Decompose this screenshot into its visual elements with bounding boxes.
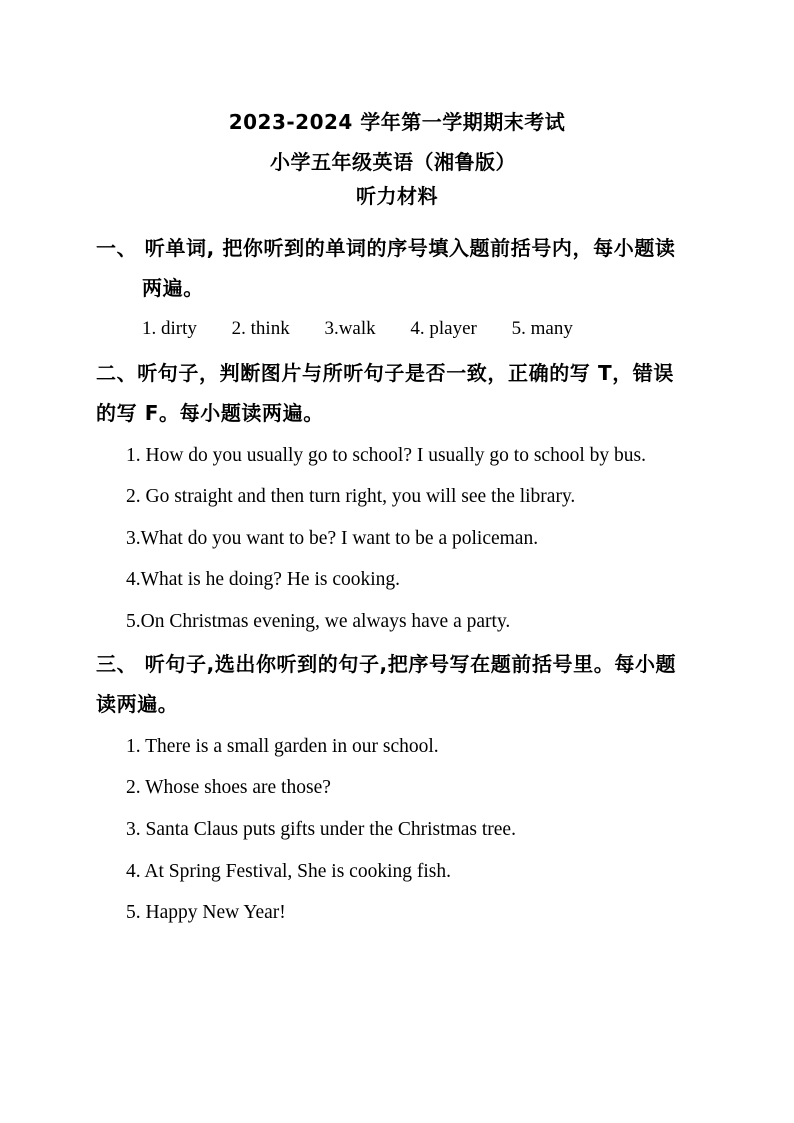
part2-instruction-line1: 二、听句子，判断图片与所听句子是否一致，正确的写 T，错误 [96,361,675,385]
part1-word-list [142,318,603,340]
part2-instruction [96,353,696,433]
part1-instruction [96,228,696,308]
part3-instruction-line2: 读两遍。 [96,692,179,716]
part2-sentence: 5.On Christmas evening, we always have a party. [126,611,511,632]
listening-material-heading: 听力材料 [356,184,438,208]
part3-sentence: 1. There is a small garden in our school. [126,736,439,757]
word-item: 1. dirty [142,318,197,339]
exam-subtitle: 小学五年级英语（湘鲁版） [270,150,516,174]
part1-instruction-line2: 两遍。 [142,276,204,300]
part2-sentence: 1. How do you usually go to school? I usually go to school by bus. [126,445,646,466]
word-item: 2. think [231,318,290,339]
part3-sentence: 3. Santa Claus puts gifts under the Christmas tree. [126,819,516,840]
exam-title: 2023-2024 学年第一学期期末考试 [228,110,566,134]
part3-sentence: 5. Happy New Year! [126,902,286,923]
part2-sentence: 4.What is he doing? He is cooking. [126,569,401,590]
word-item: 4. player [410,318,477,339]
part2-instruction-line2: 的写 F。每小题读两遍。 [96,401,324,425]
part2-sentence: 2. Go straight and then turn right, you will see the library. [126,486,576,507]
part3-instruction [96,644,696,724]
part3-instruction-line1: 三、 听句子,选出你听到的句子,把序号写在题前括号里。每小题 [96,652,677,676]
part2-sentence: 3.What do you want to be? I want to be a policeman. [126,528,539,549]
part3-sentence: 4. At Spring Festival, She is cooking fish. [126,861,452,882]
word-item: 3.walk [324,318,376,339]
word-item: 5. many [511,318,573,339]
part3-sentence: 2. Whose shoes are those? [126,777,331,798]
part1-instruction-line1: 一、 听单词, 把你听到的单词的序号填入题前括号内，每小题读 [96,236,676,260]
